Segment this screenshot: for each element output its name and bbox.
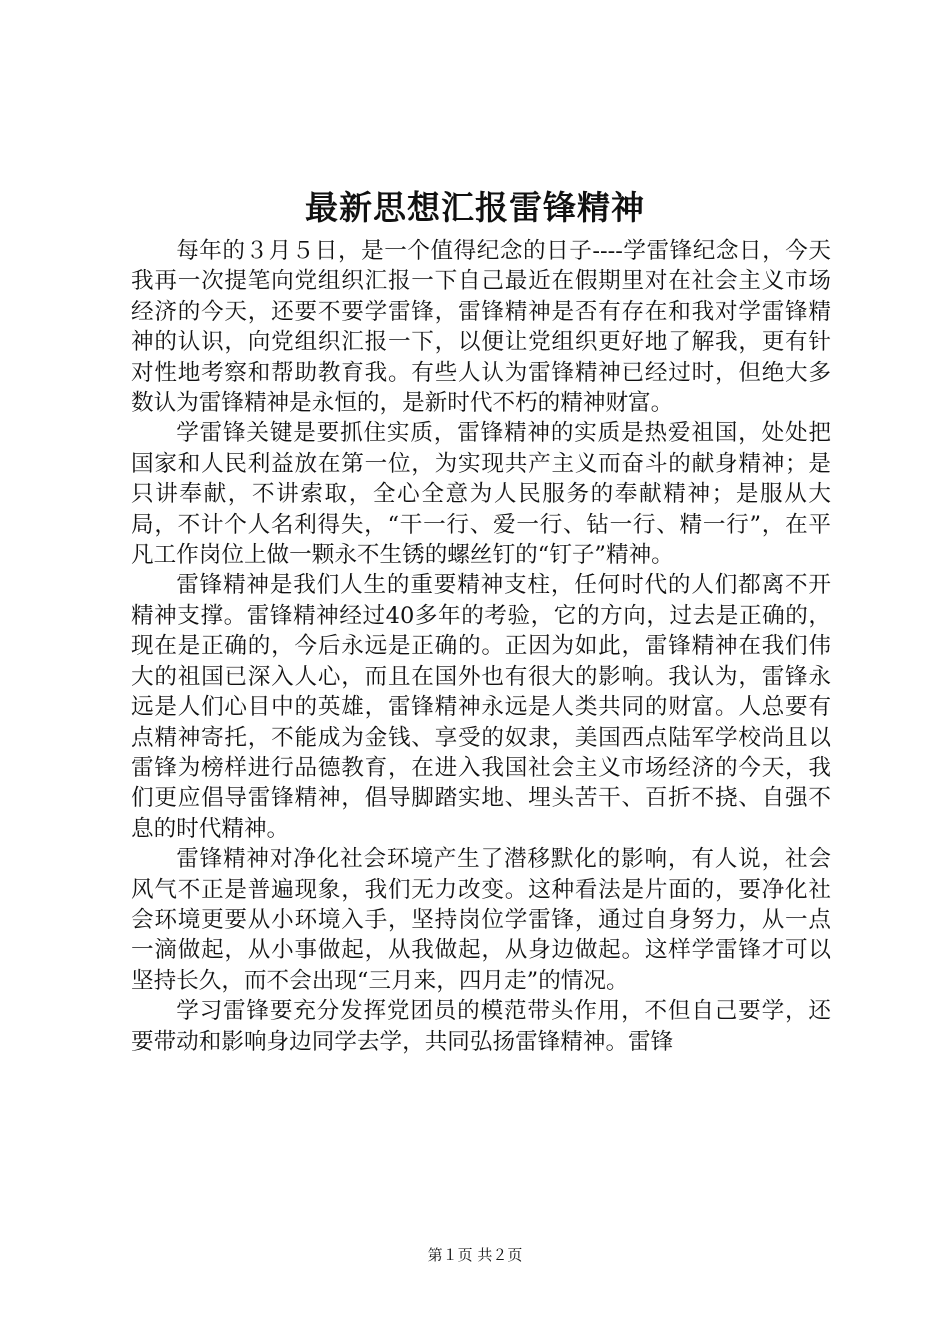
page-footer: 第１页 共２页 <box>427 1246 523 1264</box>
document-body <box>131 236 831 1057</box>
paragraph: 学雷锋关键是要抓住实质，雷锋精神的实质是热爱祖国，处处把国家和人民利益放在第一位，为实现共产主义而奋斗的献身精神；是只讲奉献，不讲索取，全心全意为人民服务的奉献精神；是服从大局，不计个人名利得失，“干一行、爱一行、钻一行、精一行”，在平凡工作岗位上做一颗永不生锈的螺丝钉的“钉子”精神。 <box>131 420 831 569</box>
paragraph: 学习雷锋要充分发挥党团员的模范带头作用，不但自己要学，还要带动和影响身边同学去学，共同弘扬雷锋精神。雷锋 <box>131 998 831 1055</box>
paragraph: 雷锋精神是我们人生的重要精神支柱，任何时代的人们都离不开精神支撑。雷锋精神经过40多年的考验，它的方向，过去是正确的，现在是正确的，今后永远是正确的。正因为如此，雷锋精神在我们伟大的祖国已深入人心，而且在国外也有很大的影响。我认为，雷锋永远是人们心目中的英雄，雷锋精神永远是人类共同的财富。人总要有点精神寄托，不能成为金钱、享受的奴隶，美国西点陆军学校尚且以雷锋为榜样进行品德教育，在进入我国社会主义市场经济的今天，我们更应倡导雷锋精神，倡导脚踏实地、埋头苦干、百折不挠、自强不息的时代精神。 <box>131 572 831 842</box>
paragraph: 雷锋精神对净化社会环境产生了潜移默化的影响，有人说，社会风气不正是普遍现象，我们无力改变。这种看法是片面的，要净化社会环境更要从小环境入手，坚持岗位学雷锋，通过自身努力，从一点一滴做起，从小事做起，从我做起，从身边做起。这样学雷锋才可以坚持长久，而不会出现“三月来，四月走”的情况。 <box>131 846 831 994</box>
paragraph: 每年的３月５日，是一个值得纪念的日子----学雷锋纪念日，今天我再一次提笔向党组织汇报一下自己最近在假期里对在社会主义市场经济的今天，还要不要学雷锋，雷锋精神是否有存在和我对学雷锋精神的认识，向党组织汇报一下，以便让党组织更好地了解我，更有针对性地考察和帮助教育我。有些人认为雷锋精神已经过时，但绝大多数认为雷锋精神是永恒的，是新时代不朽的精神财富。 <box>131 238 831 417</box>
document-title: 最新思想汇报雷锋精神 <box>305 188 645 227</box>
